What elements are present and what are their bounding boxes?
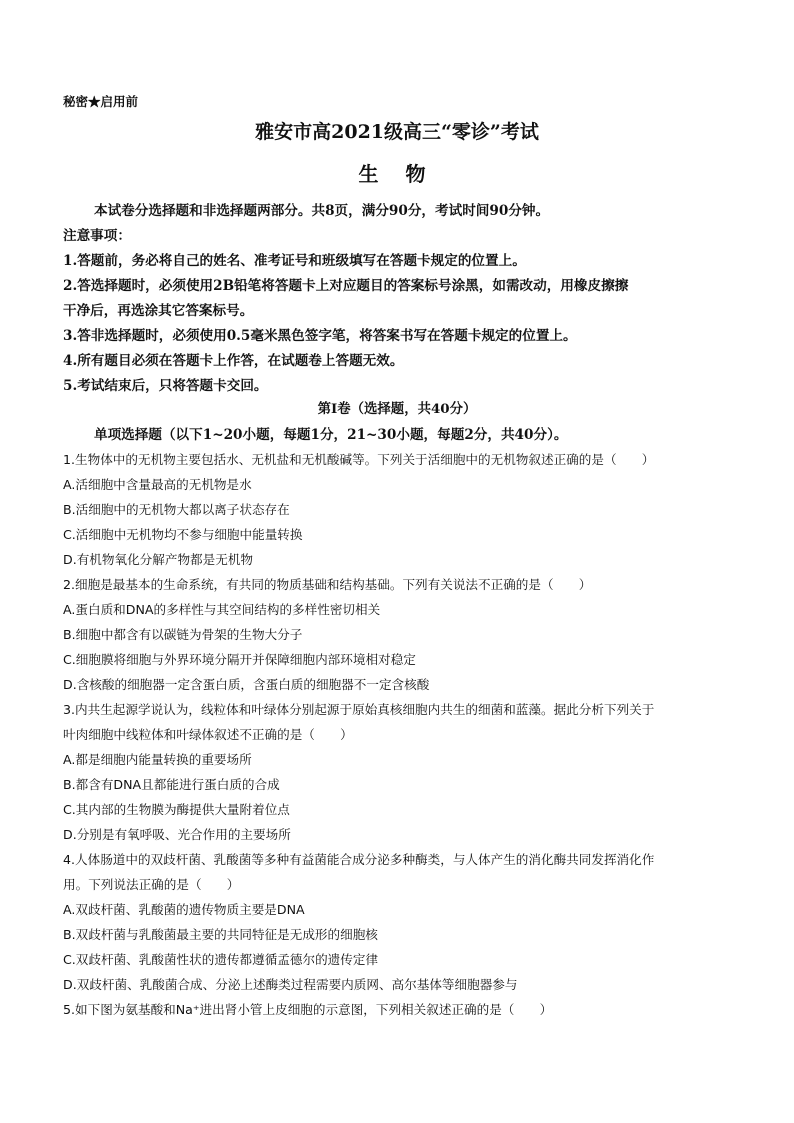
option-line: A.活细胞中含量最高的无机物是水: [63, 477, 252, 492]
option-line: A.都是细胞内能量转换的重要场所: [63, 752, 252, 767]
option-line: C.活细胞中无机物均不参与细胞中能量转换: [63, 527, 303, 542]
option-line: C.细胞膜将细胞与外界环境分隔开并保障细胞内部环境相对稳定: [63, 652, 416, 667]
note-item: 干净后，再选涂其它答案标号。: [63, 303, 254, 319]
option-line: B.双歧杆菌与乳酸菌最主要的共同特征是无成形的细胞核: [63, 927, 378, 942]
question-line: 2.细胞是最基本的生命系统，有共同的物质基础和结构基础。下列有关说法不正确的是（ ）: [63, 577, 592, 592]
note-item: 5.考试结束后，只将答题卡交回。: [63, 378, 268, 394]
subject-title: 生 物: [358, 162, 436, 186]
section-instruction: 单项选择题（以下1~20小题，每题1分，21~30小题，每题2分，共40分）。: [94, 427, 568, 443]
option-line: D.有机物氧化分解产物都是无机物: [63, 552, 254, 567]
note-item: 2.答选择题时，必须使用2B铅笔将答题卡上对应题目的答案标号涂黑，如需改动，用橡皮擦擦: [63, 278, 629, 294]
section-title: 第Ⅰ卷（选择题，共40分）: [317, 401, 477, 417]
exam-title: 雅安市高2021级高三“零诊”考试: [255, 121, 539, 143]
question-line: 3.内共生起源学说认为，线粒体和叶绿体分别起源于原始真核细胞内共生的细菌和蓝藻。据此分析下列关于: [63, 702, 655, 717]
question-line: 叶肉细胞中线粒体和叶绿体叙述不正确的是（ ）: [63, 727, 353, 742]
note-item: 3.答非选择题时，必须使用0.5毫米黑色签字笔，将答案书写在答题卡规定的位置上。: [63, 328, 577, 344]
intro-text: 本试卷分选择题和非选择题两部分。共8页，满分90分，考试时间90分钟。: [94, 203, 550, 219]
option-line: D.含核酸的细胞器一定含蛋白质，含蛋白质的细胞器不一定含核酸: [63, 677, 430, 692]
confidential-label: 秘密★启用前: [63, 94, 139, 109]
question-line: 用。下列说法正确的是（ ）: [63, 877, 240, 892]
option-line: A.双歧杆菌、乳酸菌的遗传物质主要是DNA: [63, 902, 305, 917]
option-line: B.都含有DNA且都能进行蛋白质的合成: [63, 777, 280, 792]
question-line: 4.人体肠道中的双歧杆菌、乳酸菌等多种有益菌能合成分泌多种酶类，与人体产生的消化酶共同发挥消化作: [63, 852, 655, 867]
note-item: 1.答题前，务必将自己的姓名、准考证号和班级填写在答题卡规定的位置上。: [63, 253, 526, 269]
option-line: B.活细胞中的无机物大都以离子状态存在: [63, 502, 290, 517]
option-line: D.分别是有氧呼吸、光合作用的主要场所: [63, 827, 291, 842]
option-line: D.双歧杆菌、乳酸菌合成、分泌上述酶类过程需要内质网、高尔基体等细胞器参与: [63, 977, 518, 992]
note-item: 4.所有题目必须在答题卡上作答，在试题卷上答题无效。: [63, 353, 404, 369]
option-line: B.细胞中都含有以碳链为骨架的生物大分子: [63, 627, 303, 642]
option-line: C.双歧杆菌、乳酸菌性状的遗传都遵循孟德尔的遗传定律: [63, 952, 379, 967]
notes-heading: 注意事项：: [63, 228, 131, 244]
option-line: C.其内部的生物膜为酶提供大量附着位点: [63, 802, 290, 817]
question-line: 5.如下图为氨基酸和Na⁺进出肾小管上皮细胞的示意图，下列相关叙述正确的是（ ）: [63, 1002, 553, 1017]
option-line: A.蛋白质和DNA的多样性与其空间结构的多样性密切相关: [63, 602, 381, 617]
question-line: 1.生物体中的无机物主要包括水、无机盐和无机酸碱等。下列关于活细胞中的无机物叙述正确的是（ ）: [63, 452, 655, 467]
